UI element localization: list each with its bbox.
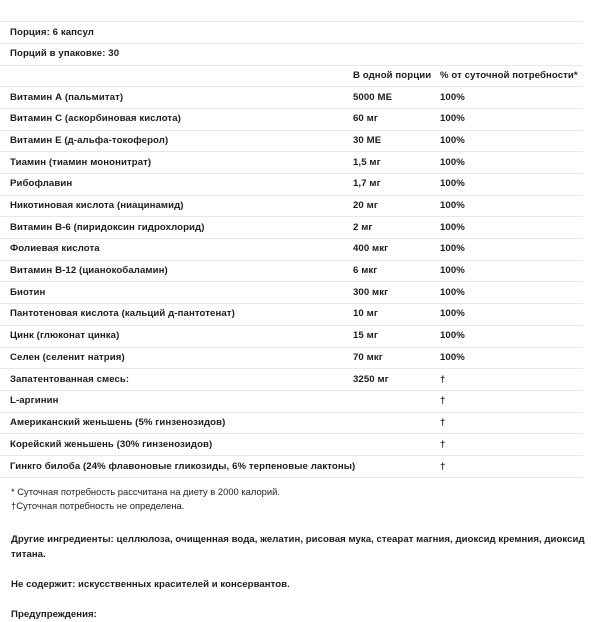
nutrient-amount: 300 мкг bbox=[353, 282, 440, 304]
table-row bbox=[0, 325, 583, 347]
nutrient-daily-value: 100% bbox=[440, 217, 583, 239]
table-row bbox=[0, 434, 583, 456]
spacer-cell bbox=[0, 0, 353, 22]
table-header-row bbox=[0, 65, 583, 87]
footnotes bbox=[0, 478, 600, 512]
nutrient-name: Селен (селенит натрия) bbox=[0, 347, 353, 369]
nutrient-amount bbox=[353, 434, 440, 456]
nutrient-name: Запатентованная смесь: bbox=[0, 369, 353, 391]
nutrient-daily-value: 100% bbox=[440, 282, 583, 304]
nutrient-amount bbox=[353, 455, 440, 477]
nutrient-daily-value: † bbox=[440, 434, 583, 456]
nutrient-daily-value: 100% bbox=[440, 260, 583, 282]
table-row bbox=[0, 412, 583, 434]
nutrient-name: Витамин В-6 (пиридоксин гидрохлорид) bbox=[0, 217, 353, 239]
warnings-heading: Предупреждения: bbox=[11, 609, 97, 621]
nutrient-daily-value: 100% bbox=[440, 304, 583, 326]
nutrient-daily-value: 100% bbox=[440, 87, 583, 109]
nutrient-daily-value: 100% bbox=[440, 130, 583, 152]
table-row bbox=[0, 390, 583, 412]
nutrient-name: L-аргинин bbox=[0, 390, 353, 412]
nutrient-daily-value: 100% bbox=[440, 152, 583, 174]
servings-per-container-label: Порций в упаковке: 30 bbox=[0, 43, 353, 65]
nutrient-name: Витамин Е (д-альфа-токоферол) bbox=[0, 130, 353, 152]
nutrient-amount: 10 мг bbox=[353, 304, 440, 326]
table-row bbox=[0, 304, 583, 326]
nutrient-daily-value: 100% bbox=[440, 239, 583, 261]
nutrient-amount bbox=[353, 412, 440, 434]
nutrient-daily-value: 100% bbox=[440, 347, 583, 369]
nutrient-amount: 70 мкг bbox=[353, 347, 440, 369]
table-row bbox=[0, 130, 583, 152]
nutrient-daily-value: † bbox=[440, 455, 583, 477]
nutrient-amount: 20 мг bbox=[353, 195, 440, 217]
serving-size-amount bbox=[353, 22, 440, 44]
table-row bbox=[0, 347, 583, 369]
nutrient-name: Биотин bbox=[0, 282, 353, 304]
nutrient-name: Пантотеновая кислота (кальций д-пантотенат) bbox=[0, 304, 353, 326]
table-row bbox=[0, 369, 583, 391]
table-row bbox=[0, 455, 583, 477]
nutrient-amount: 6 мкг bbox=[353, 260, 440, 282]
column-header-amount: В одной порции bbox=[353, 65, 440, 87]
nutrient-amount: 1,5 мг bbox=[353, 152, 440, 174]
nutrient-name: Фолиевая кислота bbox=[0, 239, 353, 261]
nutrient-daily-value: 100% bbox=[440, 195, 583, 217]
table-row bbox=[0, 174, 583, 196]
nutrient-name: Рибофлавин bbox=[0, 174, 353, 196]
nutrient-daily-value: 100% bbox=[440, 108, 583, 130]
nutrient-name: Гинкго билоба (24% флавоновые гликозиды, 6% терпеновые лактоны) bbox=[0, 455, 353, 477]
footnote-dagger: †Суточная потребность не определена. bbox=[11, 499, 185, 511]
table-row bbox=[0, 260, 583, 282]
nutrient-name: Витамин В-12 (цианокобаламин) bbox=[0, 260, 353, 282]
servings-per-container-dv bbox=[440, 43, 583, 65]
column-header-name bbox=[0, 65, 353, 87]
column-header-daily-value: % от суточной потребности* bbox=[440, 65, 583, 87]
nutrient-name: Цинк (глюконат цинка) bbox=[0, 325, 353, 347]
nutrient-daily-value: 100% bbox=[440, 174, 583, 196]
servings-per-container-row bbox=[0, 43, 583, 65]
free-of-text: Не содержит: искусственных красителей и консервантов. bbox=[11, 579, 290, 591]
serving-size-row bbox=[0, 22, 583, 44]
table-row bbox=[0, 87, 583, 109]
nutrient-amount: 1,7 мг bbox=[353, 174, 440, 196]
table-row bbox=[0, 239, 583, 261]
nutrient-name: Американский женьшень (5% гинзенозидов) bbox=[0, 412, 353, 434]
nutrient-name: Тиамин (тиамин мононитрат) bbox=[0, 152, 353, 174]
nutrient-daily-value: 100% bbox=[440, 325, 583, 347]
serving-size-label: Порция: 6 капсул bbox=[0, 22, 353, 44]
table-row bbox=[0, 108, 583, 130]
nutrient-amount: 400 мкг bbox=[353, 239, 440, 261]
nutrient-amount: 60 мг bbox=[353, 108, 440, 130]
nutrient-name: Никотиновая кислота (ниацинамид) bbox=[0, 195, 353, 217]
nutrient-name: Корейский женьшень (30% гинзенозидов) bbox=[0, 434, 353, 456]
spacer-cell bbox=[440, 0, 583, 22]
nutrient-amount: 3250 мг bbox=[353, 369, 440, 391]
nutrient-name: Витамин С (аскорбиновая кислота) bbox=[0, 108, 353, 130]
nutrient-amount: 15 мг bbox=[353, 325, 440, 347]
nutrient-amount: 2 мг bbox=[353, 217, 440, 239]
nutrient-name: Витамин А (пальмитат) bbox=[0, 87, 353, 109]
table-row bbox=[0, 152, 583, 174]
nutrient-amount bbox=[353, 390, 440, 412]
nutrient-amount: 5000 МЕ bbox=[353, 87, 440, 109]
table-row bbox=[0, 217, 583, 239]
nutrient-daily-value: † bbox=[440, 390, 583, 412]
table-row bbox=[0, 195, 583, 217]
servings-per-container-amount bbox=[353, 43, 440, 65]
info-block bbox=[0, 532, 600, 622]
table-top-spacer bbox=[0, 0, 583, 22]
nutrient-daily-value: † bbox=[440, 369, 583, 391]
footnote-daily-value: * Суточная потребность рассчитана на диету в 2000 калорий. bbox=[11, 486, 280, 498]
other-ingredients-text: Другие ингредиенты: целлюлоза, очищенная вода, желатин, рисовая мука, стеарат магния, диоксид кремния, диоксид титана. bbox=[11, 534, 585, 561]
nutrient-daily-value: † bbox=[440, 412, 583, 434]
table-row bbox=[0, 282, 583, 304]
nutrient-amount: 30 МЕ bbox=[353, 130, 440, 152]
serving-size-dv bbox=[440, 22, 583, 44]
spacer-cell bbox=[353, 0, 440, 22]
